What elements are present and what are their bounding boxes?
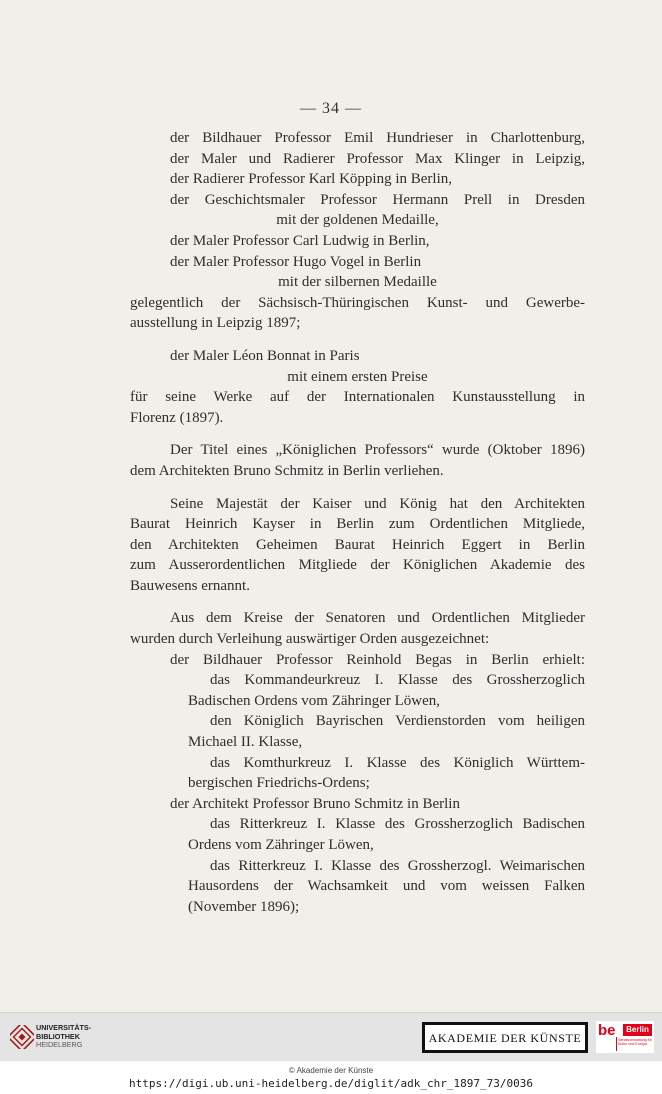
text-line: Der Titel eines „Königlichen Professors“ wurde (Oktober 1896) xyxy=(170,442,585,459)
ub-line-3: HEIDELBERG xyxy=(36,1040,83,1050)
paragraph-gap xyxy=(130,334,585,346)
university-library-name[interactable] xyxy=(36,1024,91,1050)
text-line: Hausordens der Wachsamkeit und vom weissen Falken xyxy=(188,878,585,895)
ub-line-1: UNIVERSITÄTS- xyxy=(36,1023,92,1032)
text-line: gelegentlich der Sächsisch-Thüringischen Kunst- und Gewerbe- xyxy=(130,294,585,311)
adk-logo-frame xyxy=(425,1025,585,1050)
text-line: das Ritterkreuz I. Klasse des Grossherzoglich Badischen xyxy=(210,816,585,833)
text-line: (November 1896); xyxy=(188,898,300,915)
berlin-be-mark: be xyxy=(598,1022,616,1039)
university-library-logo-icon[interactable] xyxy=(10,1025,34,1049)
paragraph-gap xyxy=(130,428,585,440)
text-line: für seine Werke auf der Internationalen Kunstausstellung in xyxy=(130,389,585,406)
copyright-notice: © Akademie der Künste xyxy=(288,1066,374,1075)
paragraph-gap xyxy=(130,596,585,608)
text-line: den Architekten Geheimen Baurat Heinrich Eggert in Berlin xyxy=(130,536,585,553)
text-line: Ordens vom Zähringer Löwen, xyxy=(188,837,374,853)
page-body-text xyxy=(130,128,585,917)
page-number: — 34 — xyxy=(300,100,362,117)
text-line: wurden durch Verleihung auswärtiger Orden ausgezeichnet: xyxy=(130,631,490,648)
text-line: bergischen Friedrichs-Ordens; xyxy=(188,775,370,792)
text-line: das Kommandeurkreuz I. Klasse des Grossherzoglich xyxy=(210,672,585,689)
text-line: Michael II. Klasse, xyxy=(188,734,303,751)
text-line: das Ritterkreuz I. Klasse des Grossherzogl. Weimarischen xyxy=(210,857,585,874)
ub-line-2: BIBLIOTHEK xyxy=(36,1031,80,1041)
permalink-url[interactable]: https://digi.ub.uni-heidelberg.de/diglit/adk_chr_1897_73/0036 xyxy=(129,1077,533,1090)
text-line: der Architekt Professor Bruno Schmitz in Berlin xyxy=(170,795,460,812)
text-line: Bauwesens ernannt. xyxy=(130,577,250,594)
viewer-footer xyxy=(0,1012,662,1061)
text-line: der Radierer Professor Karl Köpping in Berlin, xyxy=(170,171,453,188)
text-line: den Königlich Bayrischen Verdienstorden vom heiligen xyxy=(210,713,585,730)
text-line: zum Ausserordentlichen Mitgliede der Königlichen Akademie des xyxy=(130,557,585,574)
text-line: der Bildhauer Professor Reinhold Begas in Berlin erhielt: xyxy=(170,651,585,668)
text-line: der Maler Léon Bonnat in Paris xyxy=(170,347,360,364)
text-line: Baurat Heinrich Kayser in Berlin zum Ordentlichen Mitgliede, xyxy=(130,516,585,533)
adk-logo-text: AKADEMIE DER KÜNSTE xyxy=(428,1031,582,1045)
berlin-subtitle: Senatsverwaltung für Kultur und Europa xyxy=(618,1038,652,1047)
text-line: mit der goldenen Medaille, xyxy=(276,212,439,229)
text-line: Seine Majestät der Kaiser und König hat den Architekten xyxy=(170,495,585,512)
text-line: Badischen Ordens vom Zähringer Löwen, xyxy=(188,692,441,709)
akademie-der-kuenste-logo[interactable] xyxy=(422,1022,588,1053)
text-line: mit einem ersten Preise xyxy=(287,368,428,385)
text-line: der Bildhauer Professor Emil Hundrieser in Charlottenburg, xyxy=(170,130,585,146)
text-line: ausstellung in Leipzig 1897; xyxy=(130,315,301,332)
berlin-senate-logo[interactable] xyxy=(596,1021,654,1053)
text-line: mit der silbernen Medaille xyxy=(278,274,437,291)
berlin-badge: Berlin xyxy=(623,1024,652,1036)
paragraph-gap xyxy=(130,482,585,494)
text-line: Aus dem Kreise der Senatoren und Ordentlichen Mitglieder xyxy=(170,610,585,627)
text-line: der Maler Professor Hugo Vogel in Berlin xyxy=(170,253,422,270)
text-line: der Maler und Radierer Professor Max Klinger in Leipzig, xyxy=(170,150,585,167)
text-line: der Maler Professor Carl Ludwig in Berlin, xyxy=(170,232,430,249)
text-line: der Geschichtsmaler Professor Hermann Prell in Dresden xyxy=(170,191,585,208)
text-line: Florenz (1897). xyxy=(130,409,224,426)
berlin-divider xyxy=(616,1037,617,1051)
text-line: dem Architekten Bruno Schmitz in Berlin verliehen. xyxy=(130,462,444,479)
text-line: das Komthurkreuz I. Klasse des Königlich Württem- xyxy=(210,754,585,771)
